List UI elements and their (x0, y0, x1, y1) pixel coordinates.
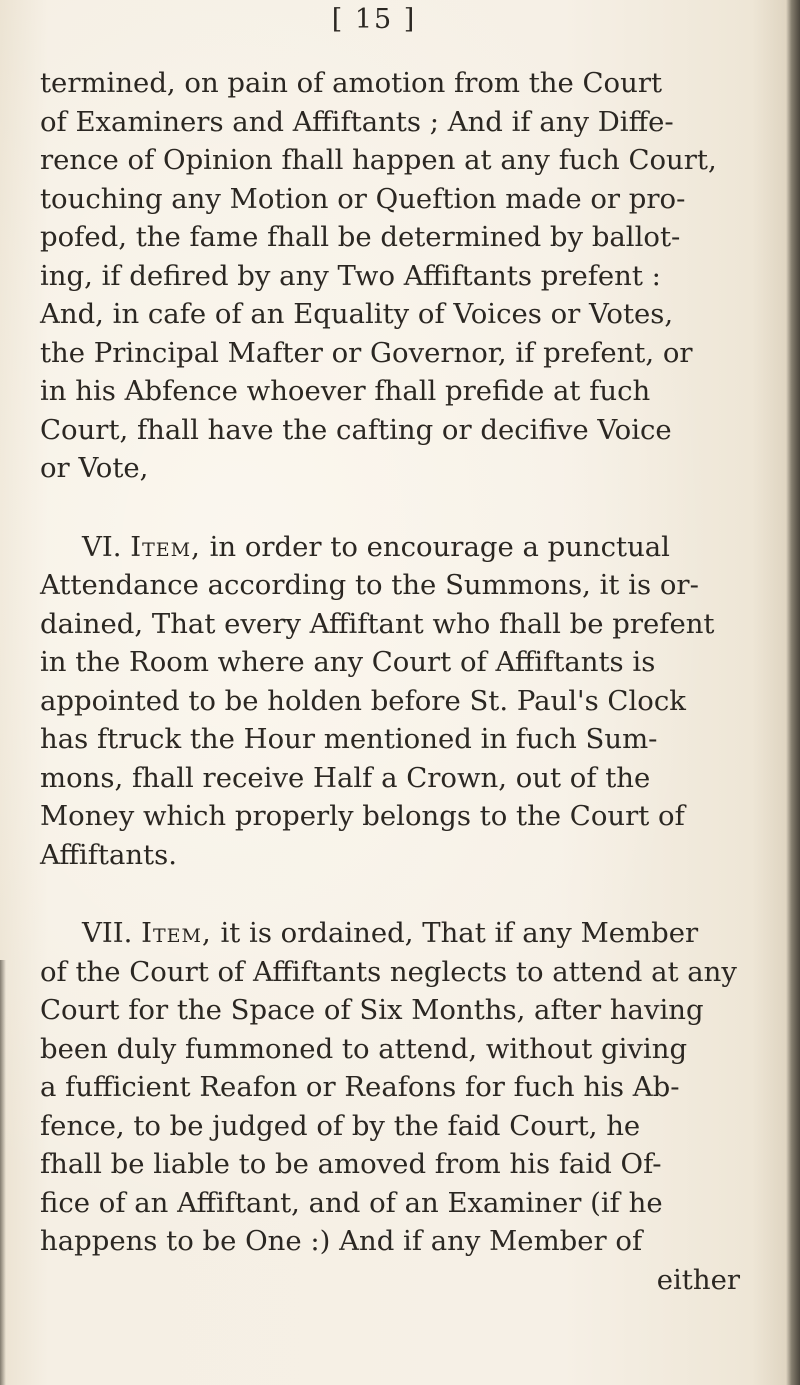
text-line: of the Court of Affiftants neglects to attend at any (40, 955, 737, 988)
text-line: Money which properly belongs to the Court of (40, 800, 685, 832)
text-line: termined, on pain of amotion from the Court (40, 67, 663, 99)
section-heading-line (40, 914, 740, 953)
text-line: ing, if defired by any Two Affiftants prefent : (40, 259, 661, 292)
text-line: And, in cafe of an Equality of Voices or Votes, (40, 298, 674, 330)
text-line: in his Abfence whoever fhall prefide at fuch (40, 375, 651, 407)
text-line: of Examiners and Affiftants ; And if any Diffe- (40, 105, 674, 138)
text-line: Court, fhall have the cafting or decifive Voice (40, 413, 672, 446)
text-line: Attendance according to the Summons, it is or- (40, 569, 699, 601)
catchword: either (656, 1263, 740, 1296)
text-line: or Vote, (40, 452, 149, 484)
text-fragment: it is ordained, That if any Member (220, 917, 699, 949)
text-line: touching any Motion or Queftion made or pro- (40, 182, 686, 215)
text-line: appointed to be holden before St. Paul's Clock (40, 684, 686, 717)
text-line: rence of Opinion fhall happen at any fuch Court, (40, 144, 717, 176)
text-line: fhall be liable to be amoved from his faid Of- (40, 1148, 662, 1180)
text-line: in the Room where any Court of Affiftants is (40, 646, 656, 678)
text-line: a fufficient Reafon or Reafons for fuch his Ab- (40, 1071, 680, 1103)
section-number: VI. (82, 530, 122, 563)
text-fragment: in order to encourage a punctual (209, 530, 670, 563)
text-line: fice of an Affiftant, and of an Examiner (if he (40, 1186, 663, 1219)
text-line: dained, That every Affiftant who fhall be prefent (40, 607, 715, 640)
section-heading-line (40, 528, 740, 567)
page-edge-shadow (786, 0, 800, 1385)
page-number: [ 15 ] (331, 4, 417, 35)
page-gutter-shadow (0, 960, 6, 1385)
text-line: has ftruck the Hour mentioned in fuch Sum- (40, 723, 658, 755)
text-line: Court for the Space of Six Months, after having (40, 994, 704, 1026)
item-label: Item, (130, 530, 201, 563)
body-text (40, 64, 740, 1299)
text-line: fence, to be judged of by the faid Court, he (40, 1109, 641, 1142)
text-line: the Principal Mafter or Governor, if prefent, or (40, 336, 693, 369)
text-line: Affiftants. (40, 838, 177, 871)
item-label: Item, (141, 917, 212, 949)
text-line: pofed, the fame fhall be determined by ballot- (40, 221, 681, 253)
text-line: been duly fummoned to attend, without giving (40, 1032, 688, 1065)
text-line: mons, fhall receive Half a Crown, out of the (40, 761, 651, 794)
section-number: VII. (82, 917, 133, 949)
text-line: happens to be One :) And if any Member of (40, 1225, 643, 1257)
